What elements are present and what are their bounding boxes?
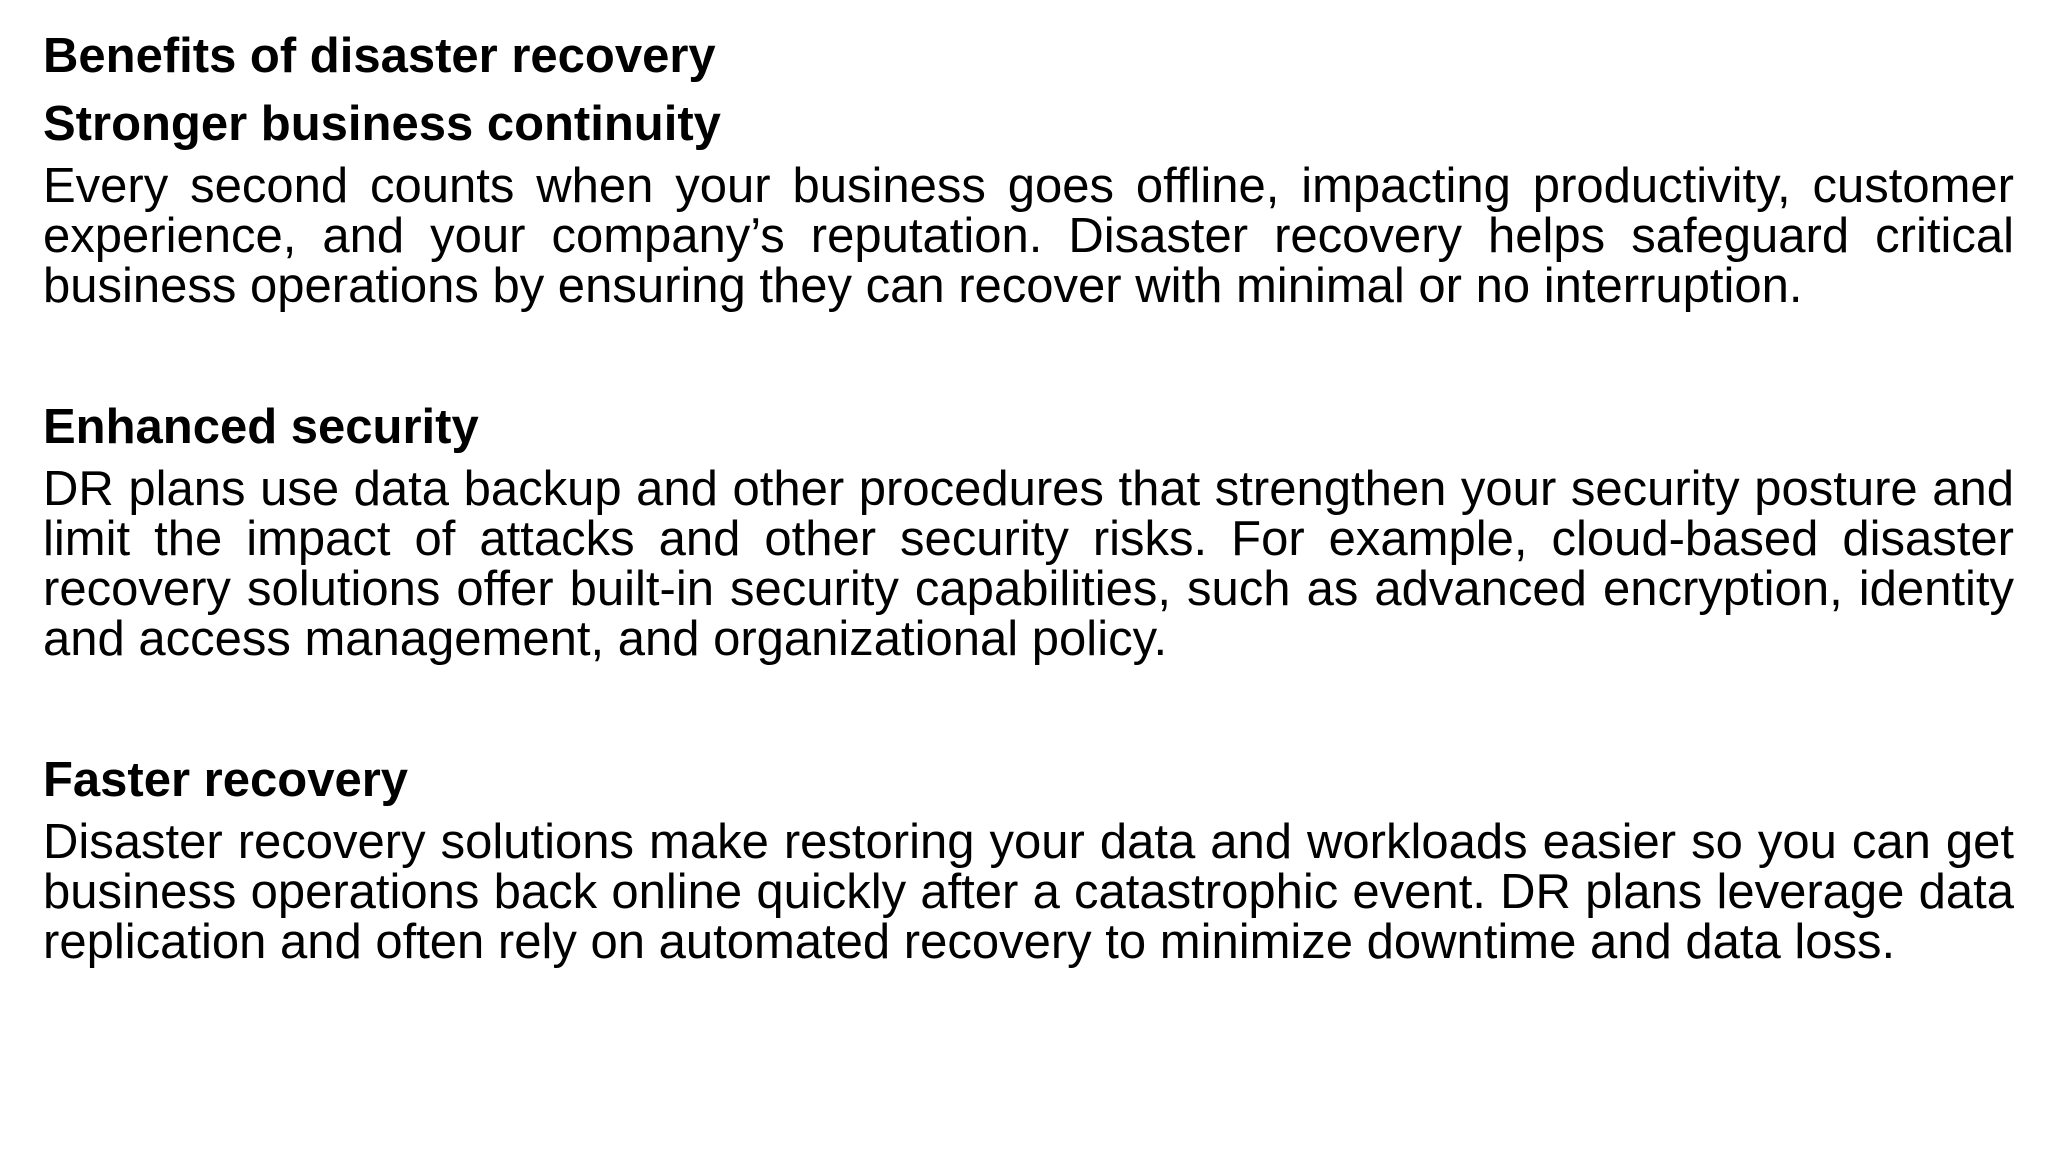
page-title: Benefits of disaster recovery <box>43 29 716 83</box>
section-heading: Faster recovery <box>43 753 409 807</box>
section-enhanced-security <box>43 398 2014 664</box>
section-heading: Stronger business continuity <box>43 97 721 151</box>
section-business-continuity <box>43 95 2014 311</box>
section-faster-recovery <box>43 751 2014 967</box>
section-body: DR plans use data backup and other procedures that strengthen your security posture and limit the impact of attacks and other security risks. For example, cloud-based disaster recovery solutions offer built-in security capabilities, such as advanced encryption, identity and access management, and organizational policy. <box>43 462 2014 666</box>
section-body: Every second counts when your business goes offline, impacting productivity, customer experience, and your company’s reputation. Disaster recovery helps safeguard critical business operations by ensuring they can recover with minimal or no interruption. <box>43 159 2014 313</box>
section-heading: Enhanced security <box>43 400 479 454</box>
section-body: Disaster recovery solutions make restoring your data and workloads easier so you can get business operations back online quickly after a catastrophic event. DR plans leverage data replication and often rely on automated recovery to minimize downtime and data loss. <box>43 815 2014 969</box>
